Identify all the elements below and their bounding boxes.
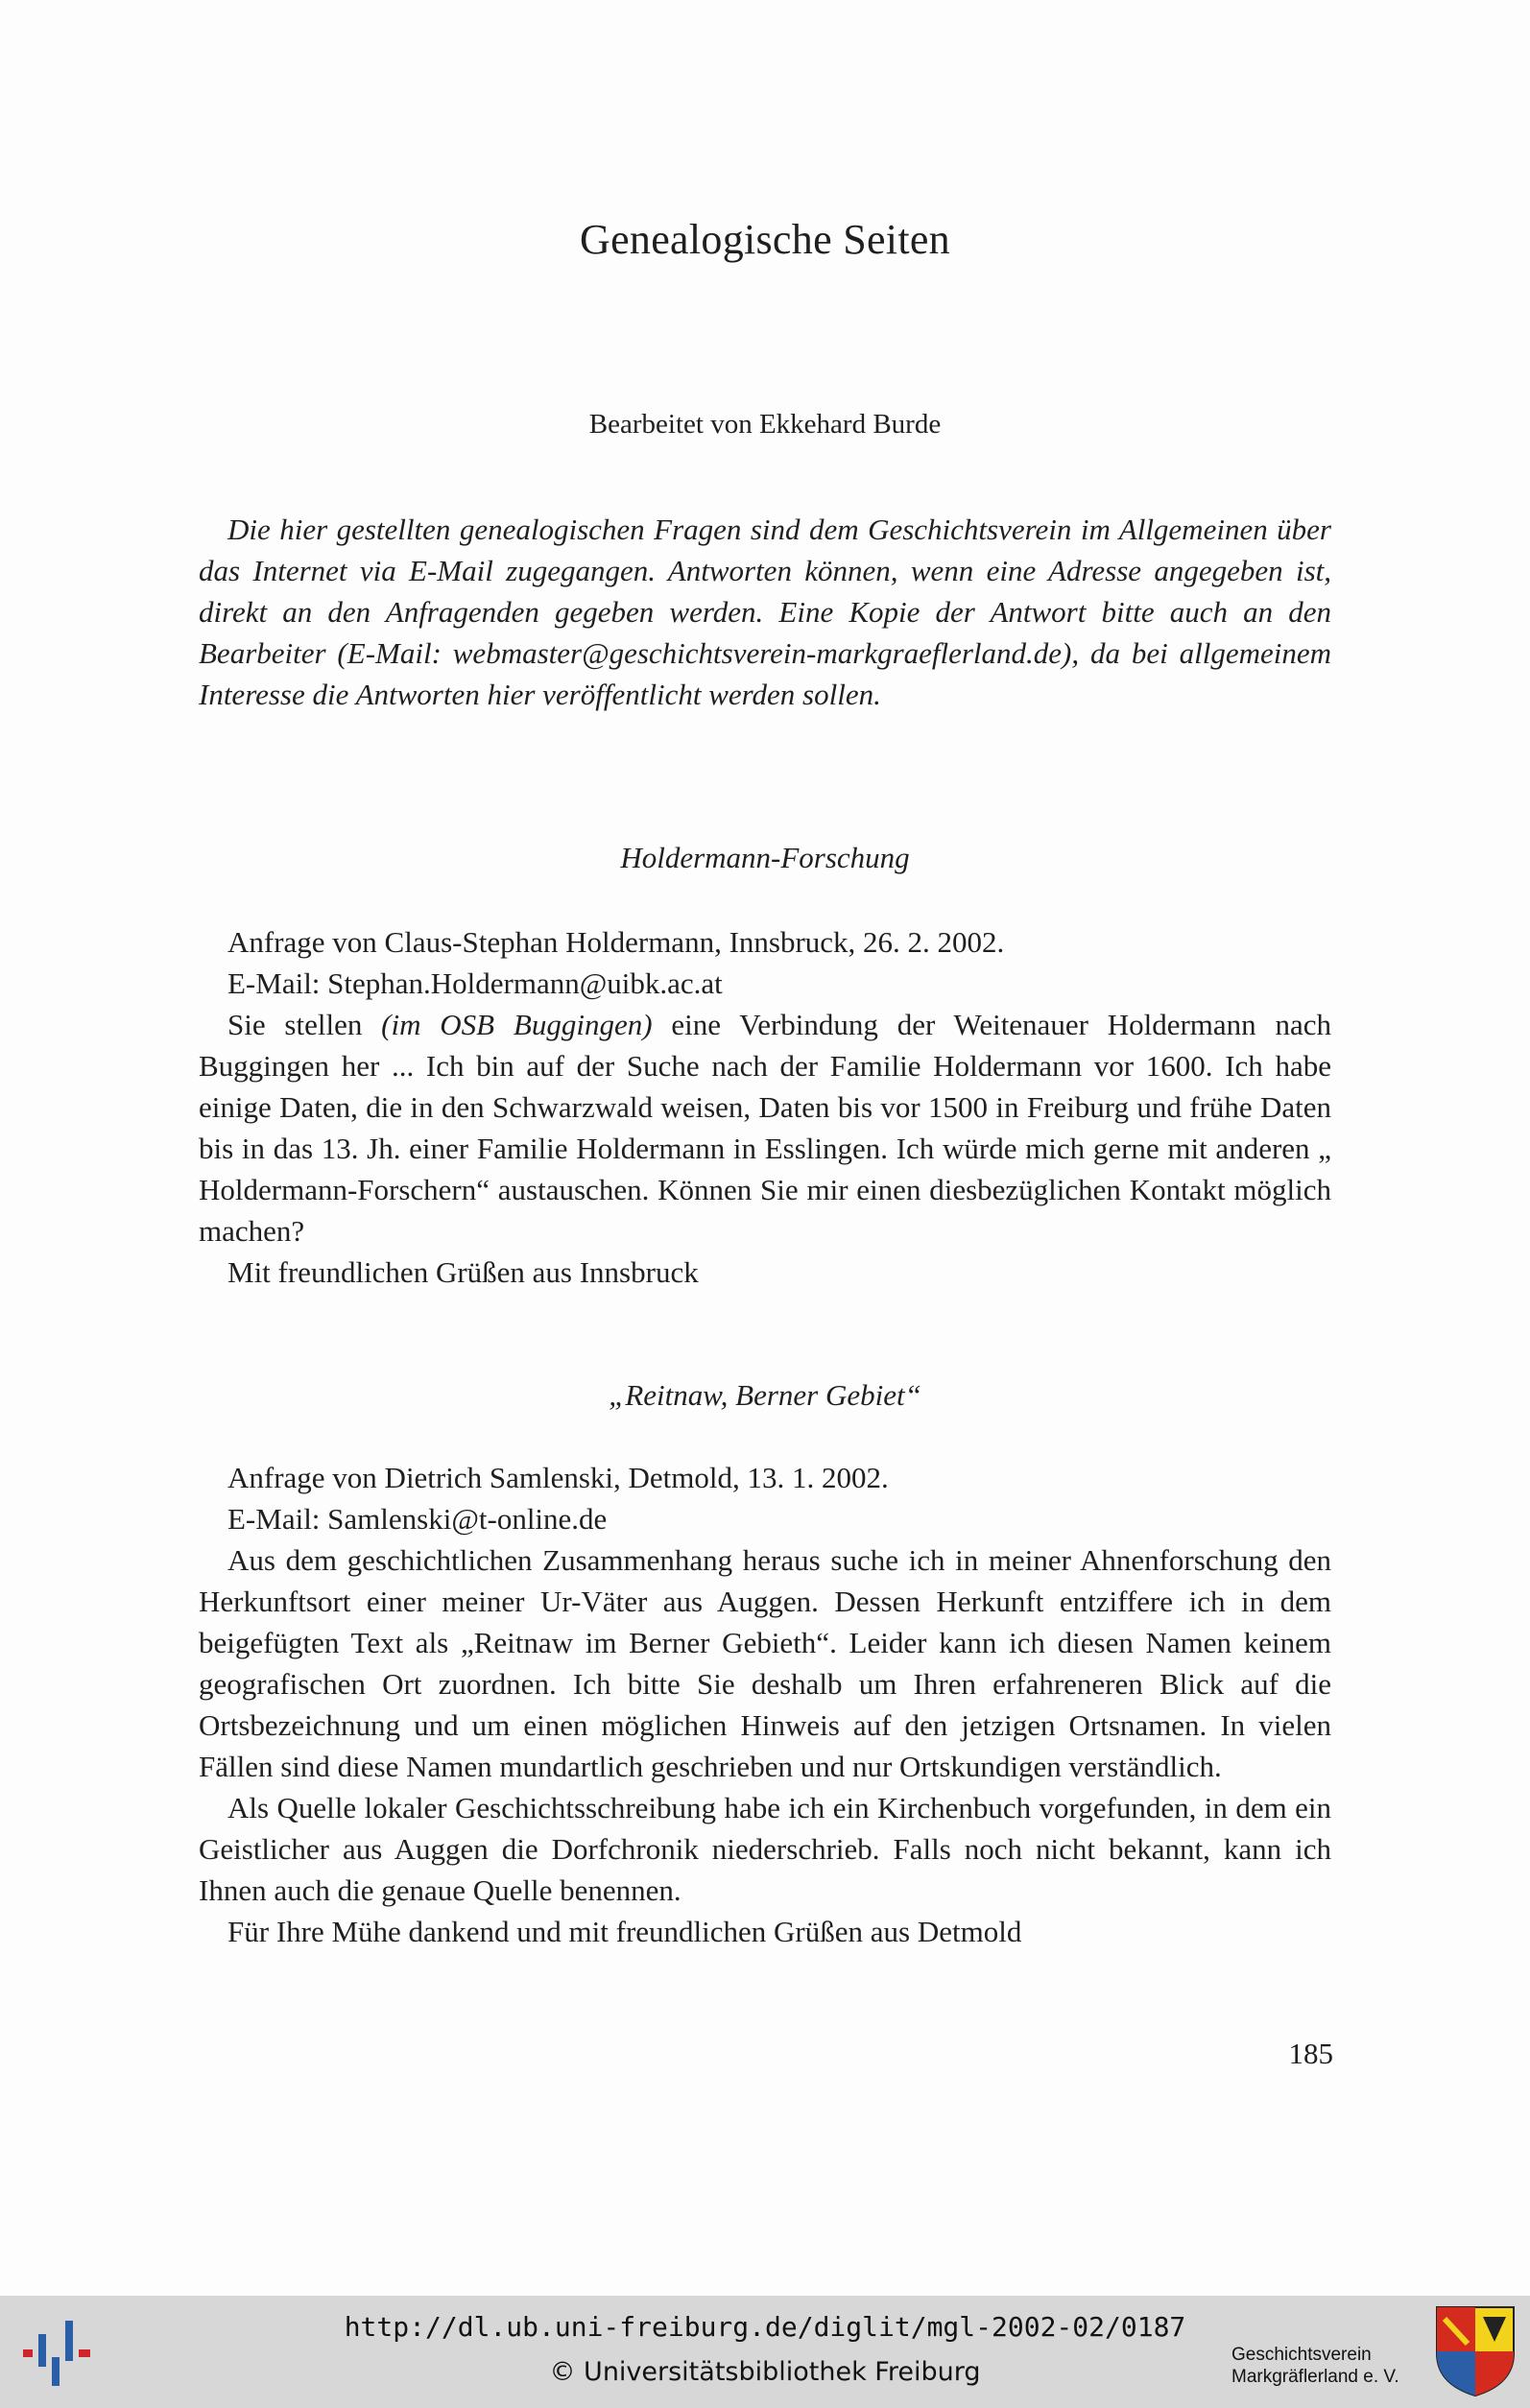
page-title: Genealogische Seiten [580, 216, 950, 263]
society-line-2: Markgräflerland e. V. [1231, 2367, 1399, 2387]
body-paragraph: Aus dem geschichtlichen Zusammenhang heraus suche ich in meiner Ahnenforschung den Herkunftsort einer meiner Ur-Väter aus Auggen. Dessen Herkunft entziffere ich in dem beigefügten Text als „Reitnaw im Berner Gebieth“. Leider kann ich diesen Namen keinem geografischen Ort zuordnen. Ich bitte Sie deshalb um Ihren erfahreneren Blick auf die Ortsbezeichnung und um einen möglichen Hinweis auf den jetzigen Ortsnamen. In vielen Fällen sind diese Namen mundartlich geschrieben und nur Ortskundigen verständlich. [199, 1543, 1331, 1783]
footer-copyright: © Universitätsbibliothek Freiburg [549, 2357, 981, 2387]
section-heading-reitnaw: „Reitnaw, Berner Gebiet“ [609, 1378, 921, 1412]
byline: Bearbeitet von Ekkehard Burde [588, 409, 942, 440]
email-line: E-Mail: Stephan.Holdermann@uibk.ac.at [227, 966, 723, 1000]
email-line: E-Mail: Samlenski@t-online.de [227, 1502, 608, 1536]
body-text: Sie stellen [227, 1008, 382, 1041]
section-heading-holdermann: Holdermann-Forschung [620, 841, 910, 874]
request-line: Anfrage von Claus-Stephan Holdermann, Innsbruck, 26. 2. 2002. [227, 925, 1005, 959]
section-holdermann [199, 921, 1331, 1293]
body-paragraph [199, 1004, 1331, 1252]
society-name [1231, 2344, 1399, 2388]
society-line-1: Geschichtsverein [1231, 2345, 1372, 2365]
page-number: 185 [1288, 2037, 1333, 2070]
footer-url-link[interactable]: http://dl.ub.uni-freiburg.de/diglit/mgl-2002-02/0187 [344, 2311, 1186, 2343]
request-line: Anfrage von Dietrich Samlenski, Detmold, 13. 1. 2002. [227, 1461, 889, 1494]
coat-of-arms-icon [1435, 2305, 1516, 2397]
intro-block [199, 509, 1331, 715]
closing-line: Mit freundlichen Grüßen aus Innsbruck [227, 1255, 699, 1289]
closing-line: Für Ihre Mühe dankend und mit freundlichen Grüßen aus Detmold [227, 1915, 1022, 1948]
body-paragraph: Als Quelle lokaler Geschichtsschreibung habe ich ein Kirchenbuch vorgefunden, in dem ein Geistlicher aus Auggen die Dorfchronik niederschrieb. Falls noch nicht bekannt, kann ich Ihnen auch die genaue Quelle benennen. [199, 1791, 1331, 1907]
body-italic-text: (im OSB Buggingen) [381, 1008, 653, 1041]
body-text: eine Verbindung der Weitenauer Holdermann nach Buggingen her ... Ich bin auf der Suche nach der Familie Holdermann vor 1600. Ich habe einige Daten, die in den Schwarzwald weisen, Daten bis vor 1500 in Freiburg und frühe Daten bis in das 13. Jh. einer Familie Holdermann in Esslingen. Ich würde mich gerne mit anderen „ Holdermann-Forschern“ austauschen. Können Sie mir einen diesbezüglichen Kontakt möglich machen? [199, 1008, 1331, 1248]
footer-bar [0, 2296, 1530, 2408]
section-reitnaw [199, 1457, 1331, 1952]
intro-paragraph: Die hier gestellten genealogischen Fragen sind dem Geschichtsverein im Allgemeinen über das Internet via E-Mail zugegangen. Antworten können, wenn eine Adresse angegeben ist, direkt an den Anfragenden gegeben werden. Eine Kopie der Antwort bitte auch an den Bearbeiter (E-Mail: webmaster@geschichtsverein-markgraeflerland.de), da bei allgemeinem Interesse die Antworten hier veröffentlicht werden sollen. [199, 513, 1331, 711]
